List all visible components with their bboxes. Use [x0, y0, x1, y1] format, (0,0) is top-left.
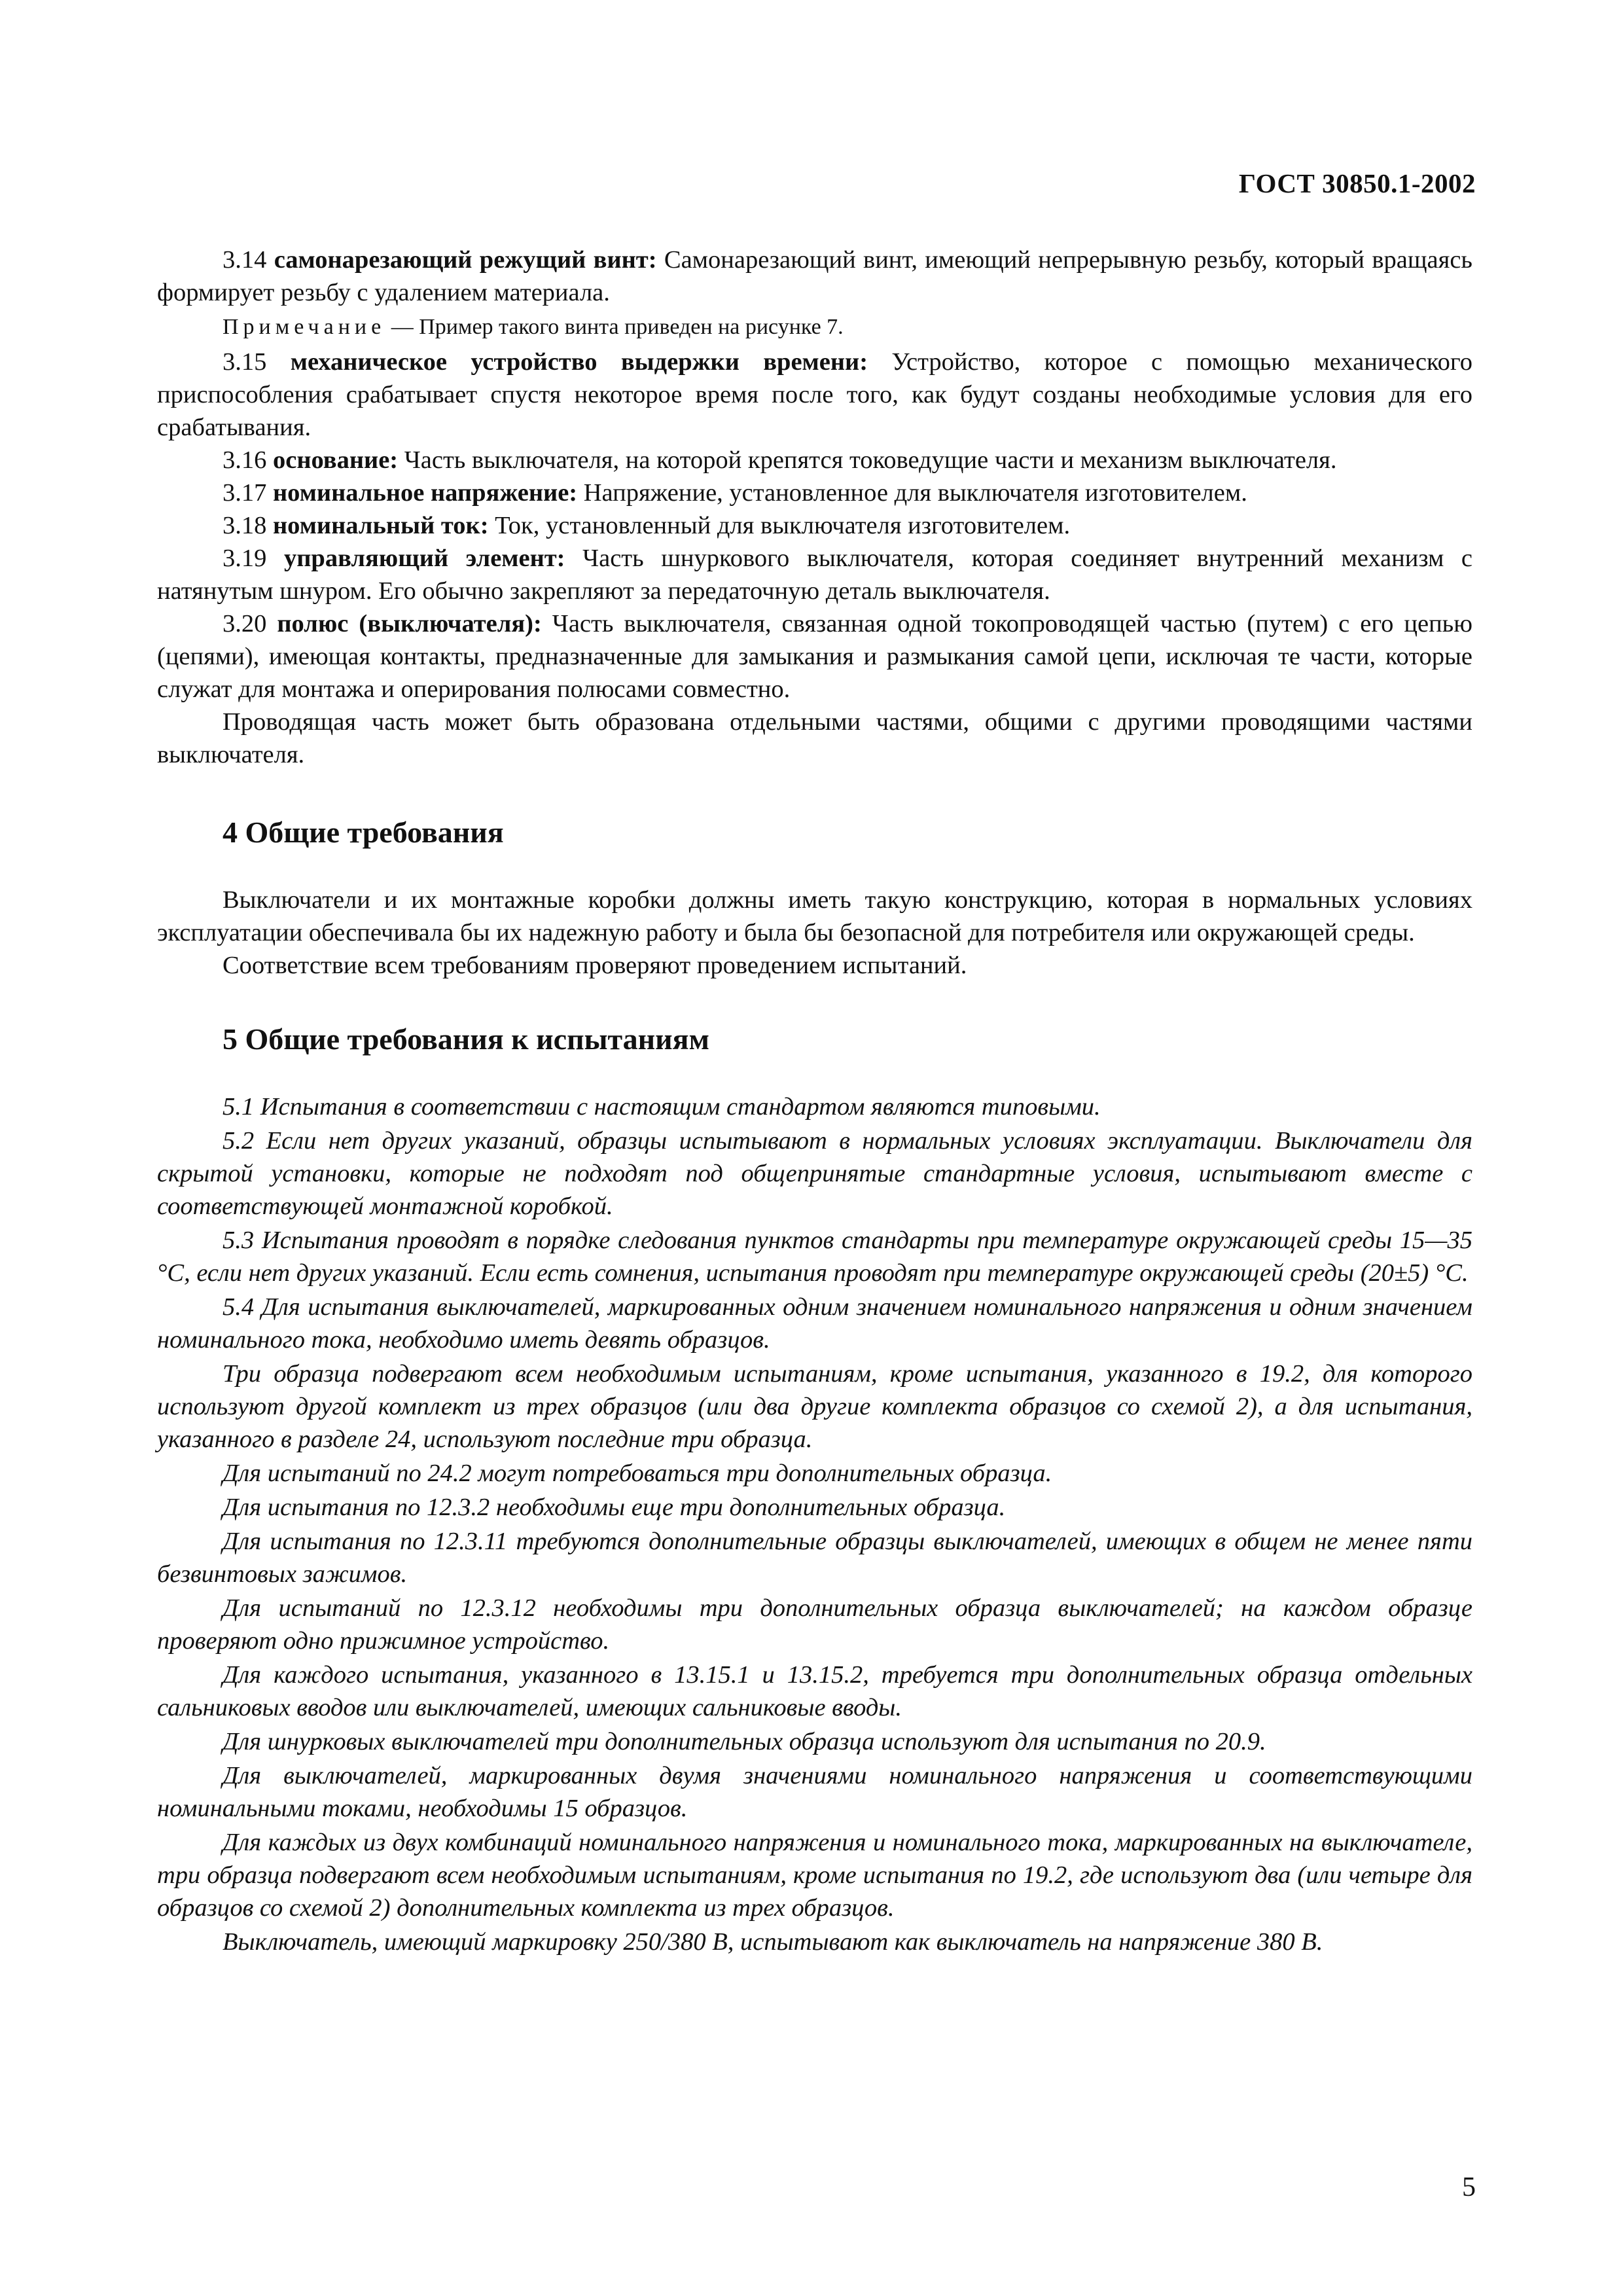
paragraph: Для испытаний по 12.3.12 необходимы три дополнительных образца выключателей; на каждом образце проверяют одно прижимное устройство.	[157, 1594, 1472, 1655]
paragraph: Выключатели и их монтажные коробки должны иметь такую конструкцию, которая в нормальных условиях эксплуатации обеспечивала бы их надежную работу и была бы безопасной для потребителя или окружающей среды.	[157, 886, 1472, 946]
term-3-19: 3.19 управляющий элемент: Часть шнуркового выключателя, которая соединяет внутренний механизм с натянутым шнуром. Его обычно закрепляют за передаточную деталь выключателя.	[157, 545, 1473, 605]
section-4-heading: 4 Общие требования	[223, 816, 504, 849]
term-title: полюс (выключателя):	[277, 610, 542, 637]
term-3-15: 3.15 механическое устройство выдержки времени: Устройство, которое с помощью механического приспособления срабатывает спустя некоторое время после того, как будут созданы необходимые условия для его срабатывания.	[157, 348, 1473, 441]
note-label: Примечание	[223, 315, 386, 339]
term-3-16: 3.16 основание: Часть выключателя, на которой крепятся токоведущие части и механизм выключателя.	[223, 446, 1337, 474]
term-3-17: 3.17 номинальное напряжение: Напряжение, установленное для выключателя изготовителем.	[223, 479, 1247, 507]
paragraph: 5.3 Испытания проводят в порядке следования пунктов стандарты при температуре окружающей среды 15—35 °С, если нет других указаний. Если есть сомнения, испытания проводят при температуре окружающей среды (20±5) °С.	[157, 1227, 1472, 1287]
term-3-18: 3.18 номинальный ток: Ток, установленный для выключателя изготовителем.	[223, 512, 1071, 539]
section-5-body	[157, 1090, 1472, 1958]
paragraph: Выключатель, имеющий маркировку 250/380 В, испытывают как выключатель на напряжение 380 В.	[223, 1928, 1323, 1956]
paragraph: Для выключателей, маркированных двумя значениями номинального напряжения и соответствующими номинальными токами, необходимы 15 образцов.	[157, 1762, 1472, 1822]
term-title: номинальный ток:	[273, 512, 489, 539]
paragraph: Для шнурковых выключателей три дополнительных образца используют для испытания по 20.9.	[223, 1728, 1266, 1755]
standard-header: ГОСТ 30850.1-2002	[1238, 168, 1476, 198]
paragraph: Для испытаний по 24.2 могут потребоваться три дополнительных образца.	[223, 1460, 1052, 1487]
paragraph: Проводящая часть может быть образована отдельными частями, общими с другими проводящими частями выключателя.	[157, 708, 1472, 768]
page-content	[157, 243, 1472, 1958]
note-3-14: Примечание — Пример такого винта приведен на рисунке 7.	[223, 315, 844, 339]
paragraph: Для испытания по 12.3.11 требуются дополнительные образцы выключателей, имеющих в общем не менее пяти безвинтовых зажимов.	[157, 1528, 1472, 1588]
paragraph: Для испытания по 12.3.2 необходимы еще три дополнительных образца.	[223, 1494, 1006, 1521]
term-title: номинальное напряжение:	[273, 479, 578, 507]
paragraph: 5.4 Для испытания выключателей, маркированных одним значением номинального напряжения и одним значением номинального тока, необходимо иметь девять образцов.	[157, 1293, 1472, 1354]
term-title: самонарезающий режущий винт:	[274, 246, 657, 274]
term-3-20: 3.20 полюс (выключателя): Часть выключателя, связанная одной токопроводящей частью (путем) с его цепью (цепями), имеющая контакты, предназначенные для замыкания и размыкания самой цепи, исключая те части, которые служат для монтажа и оперирования полюсами совместно.	[157, 610, 1473, 703]
paragraph: Соответствие всем требованиям проверяют проведением испытаний.	[223, 952, 967, 979]
term-title: основание:	[273, 446, 399, 474]
paragraph: Три образца подвергают всем необходимым испытаниям, кроме испытания, указанного в 19.2, для которого используют другой комплект из трех образцов (или два другие комплекта образцов со схемой 2), а для испытания, указанного в разделе 24, используют последние три образца.	[157, 1360, 1472, 1453]
term-3-14: 3.14 самонарезающий режущий винт: Самонарезающий винт, имеющий непрерывную резьбу, который вращаясь формирует резьбу с удалением материала.	[157, 246, 1472, 306]
paragraph: Для каждого испытания, указанного в 13.15.1 и 13.15.2, требуется три дополнительных образца отдельных сальниковых вводов или выключателей, имеющих сальниковые вводы.	[157, 1661, 1472, 1721]
page-number: 5	[1462, 2172, 1476, 2202]
paragraph: 5.2 Если нет других указаний, образцы испытывают в нормальных условиях эксплуатации. Выключатели для скрытой установки, которые не подходят под общепринятые стандартные условия, испытывают вместе с соответствующей монтажной коробкой.	[157, 1127, 1472, 1220]
term-title: управляющий элемент:	[283, 545, 565, 572]
paragraph: 5.1 Испытания в соответствии с настоящим стандартом являются типовыми.	[223, 1093, 1101, 1121]
section-5-heading: 5 Общие требования к испытаниям	[223, 1022, 709, 1056]
term-title: механическое устройство выдержки времени:	[290, 348, 868, 376]
paragraph: Для каждых из двух комбинаций номинального напряжения и номинального тока, маркированных на выключателе, три образца подвергают всем необходимым испытаниям, кроме испытания по 19.2, где используют два (или четыре для образцов со схемой 2) дополнительных комплекта из трех образцов.	[157, 1829, 1472, 1922]
